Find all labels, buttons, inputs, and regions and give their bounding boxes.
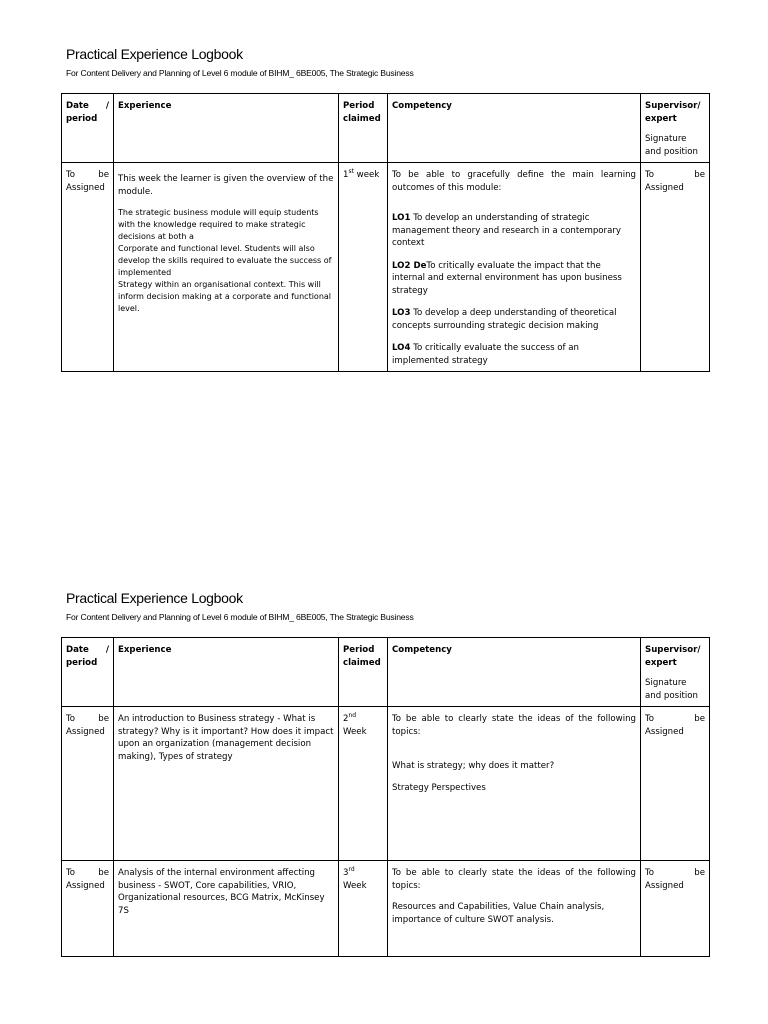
date-cell: To be Assigned — [62, 861, 114, 957]
table-row — [62, 163, 710, 372]
experience-cell: This week the learner is given the overview of the module. The strategic business module will equip students with the knowledge required to make strategic decisions at both a Corporate and functional level. Students will also develop the skills required to evaluate the success of implemented Strategy within an organisational context. This will inform decision making at a corporate and functional level. — [114, 163, 339, 372]
logbook-table — [61, 637, 710, 957]
table-row — [62, 707, 710, 861]
supervisor-cell: To be Assigned — [641, 163, 710, 372]
page-subtitle: For Content Delivery and Planning of Level 6 module of BIHM_ 6BE005, The Strategic Business — [66, 68, 414, 78]
page-subtitle: For Content Delivery and Planning of Level 6 module of BIHM_ 6BE005, The Strategic Business — [66, 612, 414, 622]
table-row — [62, 861, 710, 957]
competency-cell: To be able to clearly state the ideas of the following topics: Resources and Capabilities, Value Chain analysis, importance of culture SWOT analysis. — [388, 861, 641, 957]
table-header-row — [62, 94, 710, 163]
header-experience: Experience — [114, 638, 339, 707]
header-date: Date / period — [62, 94, 114, 163]
experience-cell: An introduction to Business strategy - What is strategy? Why is it important? How does it impact upon an organization (management decision making), Types of strategy — [114, 707, 339, 861]
table-header-row — [62, 638, 710, 707]
header-experience: Experience — [114, 94, 339, 163]
logbook-table — [61, 93, 710, 372]
header-competency: Competency — [388, 638, 641, 707]
header-date: Date / period — [62, 638, 114, 707]
header-period-claimed: Period claimed — [339, 94, 388, 163]
period-cell: 3rd Week — [339, 861, 388, 957]
supervisor-cell: To be Assigned — [641, 707, 710, 861]
period-cell: 2nd Week — [339, 707, 388, 861]
header-supervisor: Supervisor/ expert Signature and position — [641, 638, 710, 707]
header-competency: Competency — [388, 94, 641, 163]
period-cell: 1st week — [339, 163, 388, 372]
page-title: Practical Experience Logbook — [66, 590, 243, 606]
experience-cell: Analysis of the internal environment affecting business - SWOT, Core capabilities, VRIO, Organizational resources, BCG Matrix, McKinsey 7S — [114, 861, 339, 957]
logbook-section-2 — [61, 588, 709, 957]
supervisor-cell: To be Assigned — [641, 861, 710, 957]
date-cell: To be Assigned — [62, 163, 114, 372]
header-period-claimed: Period claimed — [339, 638, 388, 707]
competency-cell: To be able to gracefully define the main learning outcomes of this module: LO1 To develop an understanding of strategic management theory and research in a contemporary context LO2 DeTo critically evaluate the impact that the internal and external environment has upon business strategy LO3 To develop a deep understanding of theoretical concepts surrounding strategic decision making LO4 To critically evaluate the success of an implemented strategy — [388, 163, 641, 372]
date-cell: To be Assigned — [62, 707, 114, 861]
logbook-section-1 — [61, 44, 709, 372]
page-title: Practical Experience Logbook — [66, 46, 243, 62]
competency-cell: To be able to clearly state the ideas of the following topics: What is strategy; why does it matter? Strategy Perspectives — [388, 707, 641, 861]
header-supervisor: Supervisor/ expert Signature and position — [641, 94, 710, 163]
